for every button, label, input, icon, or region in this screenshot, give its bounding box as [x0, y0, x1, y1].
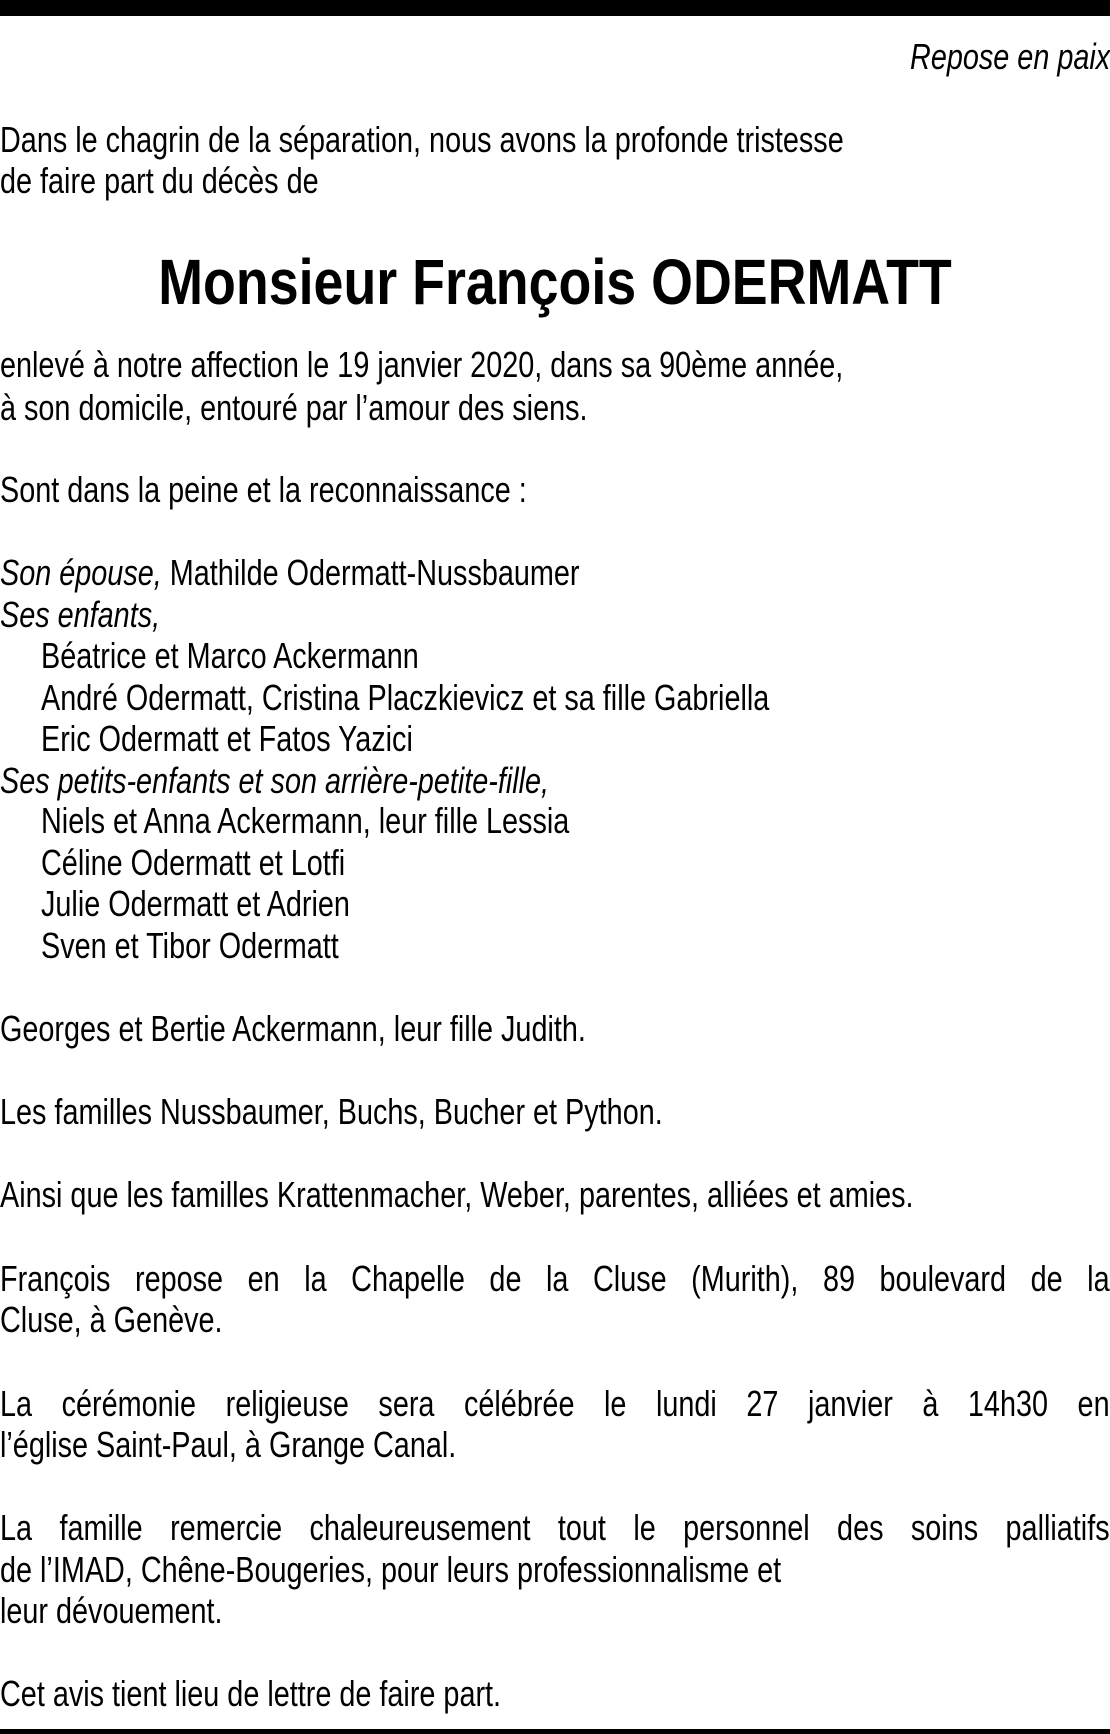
- mourners-intro: Sont dans la peine et la reconnaissance :: [0, 469, 527, 510]
- grandchild-entry: Céline Odermatt et Lotfi: [41, 842, 346, 883]
- thanks-line: de l’IMAD, Chêne-Bougeries, pour leurs professionnalisme et: [0, 1549, 782, 1590]
- child-entry: André Odermatt, Cristina Placzkievicz et sa fille Gabriella: [41, 677, 770, 718]
- intro-line: Dans le chagrin de la séparation, nous avons la profonde tristesse: [0, 119, 844, 160]
- rest-place-line: Cluse, à Genève.: [0, 1299, 223, 1340]
- other-family: Georges et Bertie Ackermann, leur fille Judith.: [0, 1008, 586, 1049]
- closing-line: Cet avis tient lieu de lettre de faire part.: [0, 1673, 502, 1714]
- grandchild-entry: Julie Odermatt et Adrien: [41, 883, 350, 924]
- child-entry: Eric Odermatt et Fatos Yazici: [41, 718, 413, 759]
- bottom-rule: [0, 1729, 1110, 1734]
- motto: Repose en paix: [909, 36, 1110, 77]
- deceased-name: Monsieur François ODERMATT: [158, 246, 952, 318]
- thanks-line: leur dévouement.: [0, 1590, 223, 1631]
- intro-line: de faire part du décès de: [0, 160, 319, 201]
- grandchild-entry: Sven et Tibor Odermatt: [41, 925, 339, 966]
- grandchild-entry: Niels et Anna Ackermann, leur fille Lessia: [41, 800, 570, 841]
- spouse-label: Son épouse,: [0, 552, 162, 593]
- ceremony-line: La cérémonie religieuse sera célébrée le lundi 27 janvier à 14h30 en: [0, 1383, 1110, 1424]
- death-info-line: enlevé à notre affection le 19 janvier 2020, dans sa 90ème année,: [0, 344, 844, 385]
- thanks-line: La famille remercie chaleureusement tout le personnel des soins palliatifs: [0, 1507, 1110, 1548]
- death-info-line: à son domicile, entouré par l’amour des siens.: [0, 387, 588, 428]
- top-rule: [0, 0, 1110, 16]
- other-family: Ainsi que les familles Krattenmacher, Weber, parentes, alliées et amies.: [0, 1174, 914, 1215]
- rest-place-line: François repose en la Chapelle de la Cluse (Murith), 89 boulevard de la: [0, 1258, 1110, 1299]
- spouse-line: [0, 553, 580, 593]
- spouse-name: Mathilde Odermatt-Nussbaumer: [169, 552, 580, 593]
- children-label: Ses enfants,: [0, 594, 161, 635]
- ceremony-line: l’église Saint-Paul, à Grange Canal.: [0, 1424, 457, 1465]
- child-entry: Béatrice et Marco Ackermann: [41, 635, 419, 676]
- grandchildren-label: Ses petits-enfants et son arrière-petite-fille,: [0, 760, 550, 801]
- other-family: Les familles Nussbaumer, Buchs, Bucher et Python.: [0, 1091, 663, 1132]
